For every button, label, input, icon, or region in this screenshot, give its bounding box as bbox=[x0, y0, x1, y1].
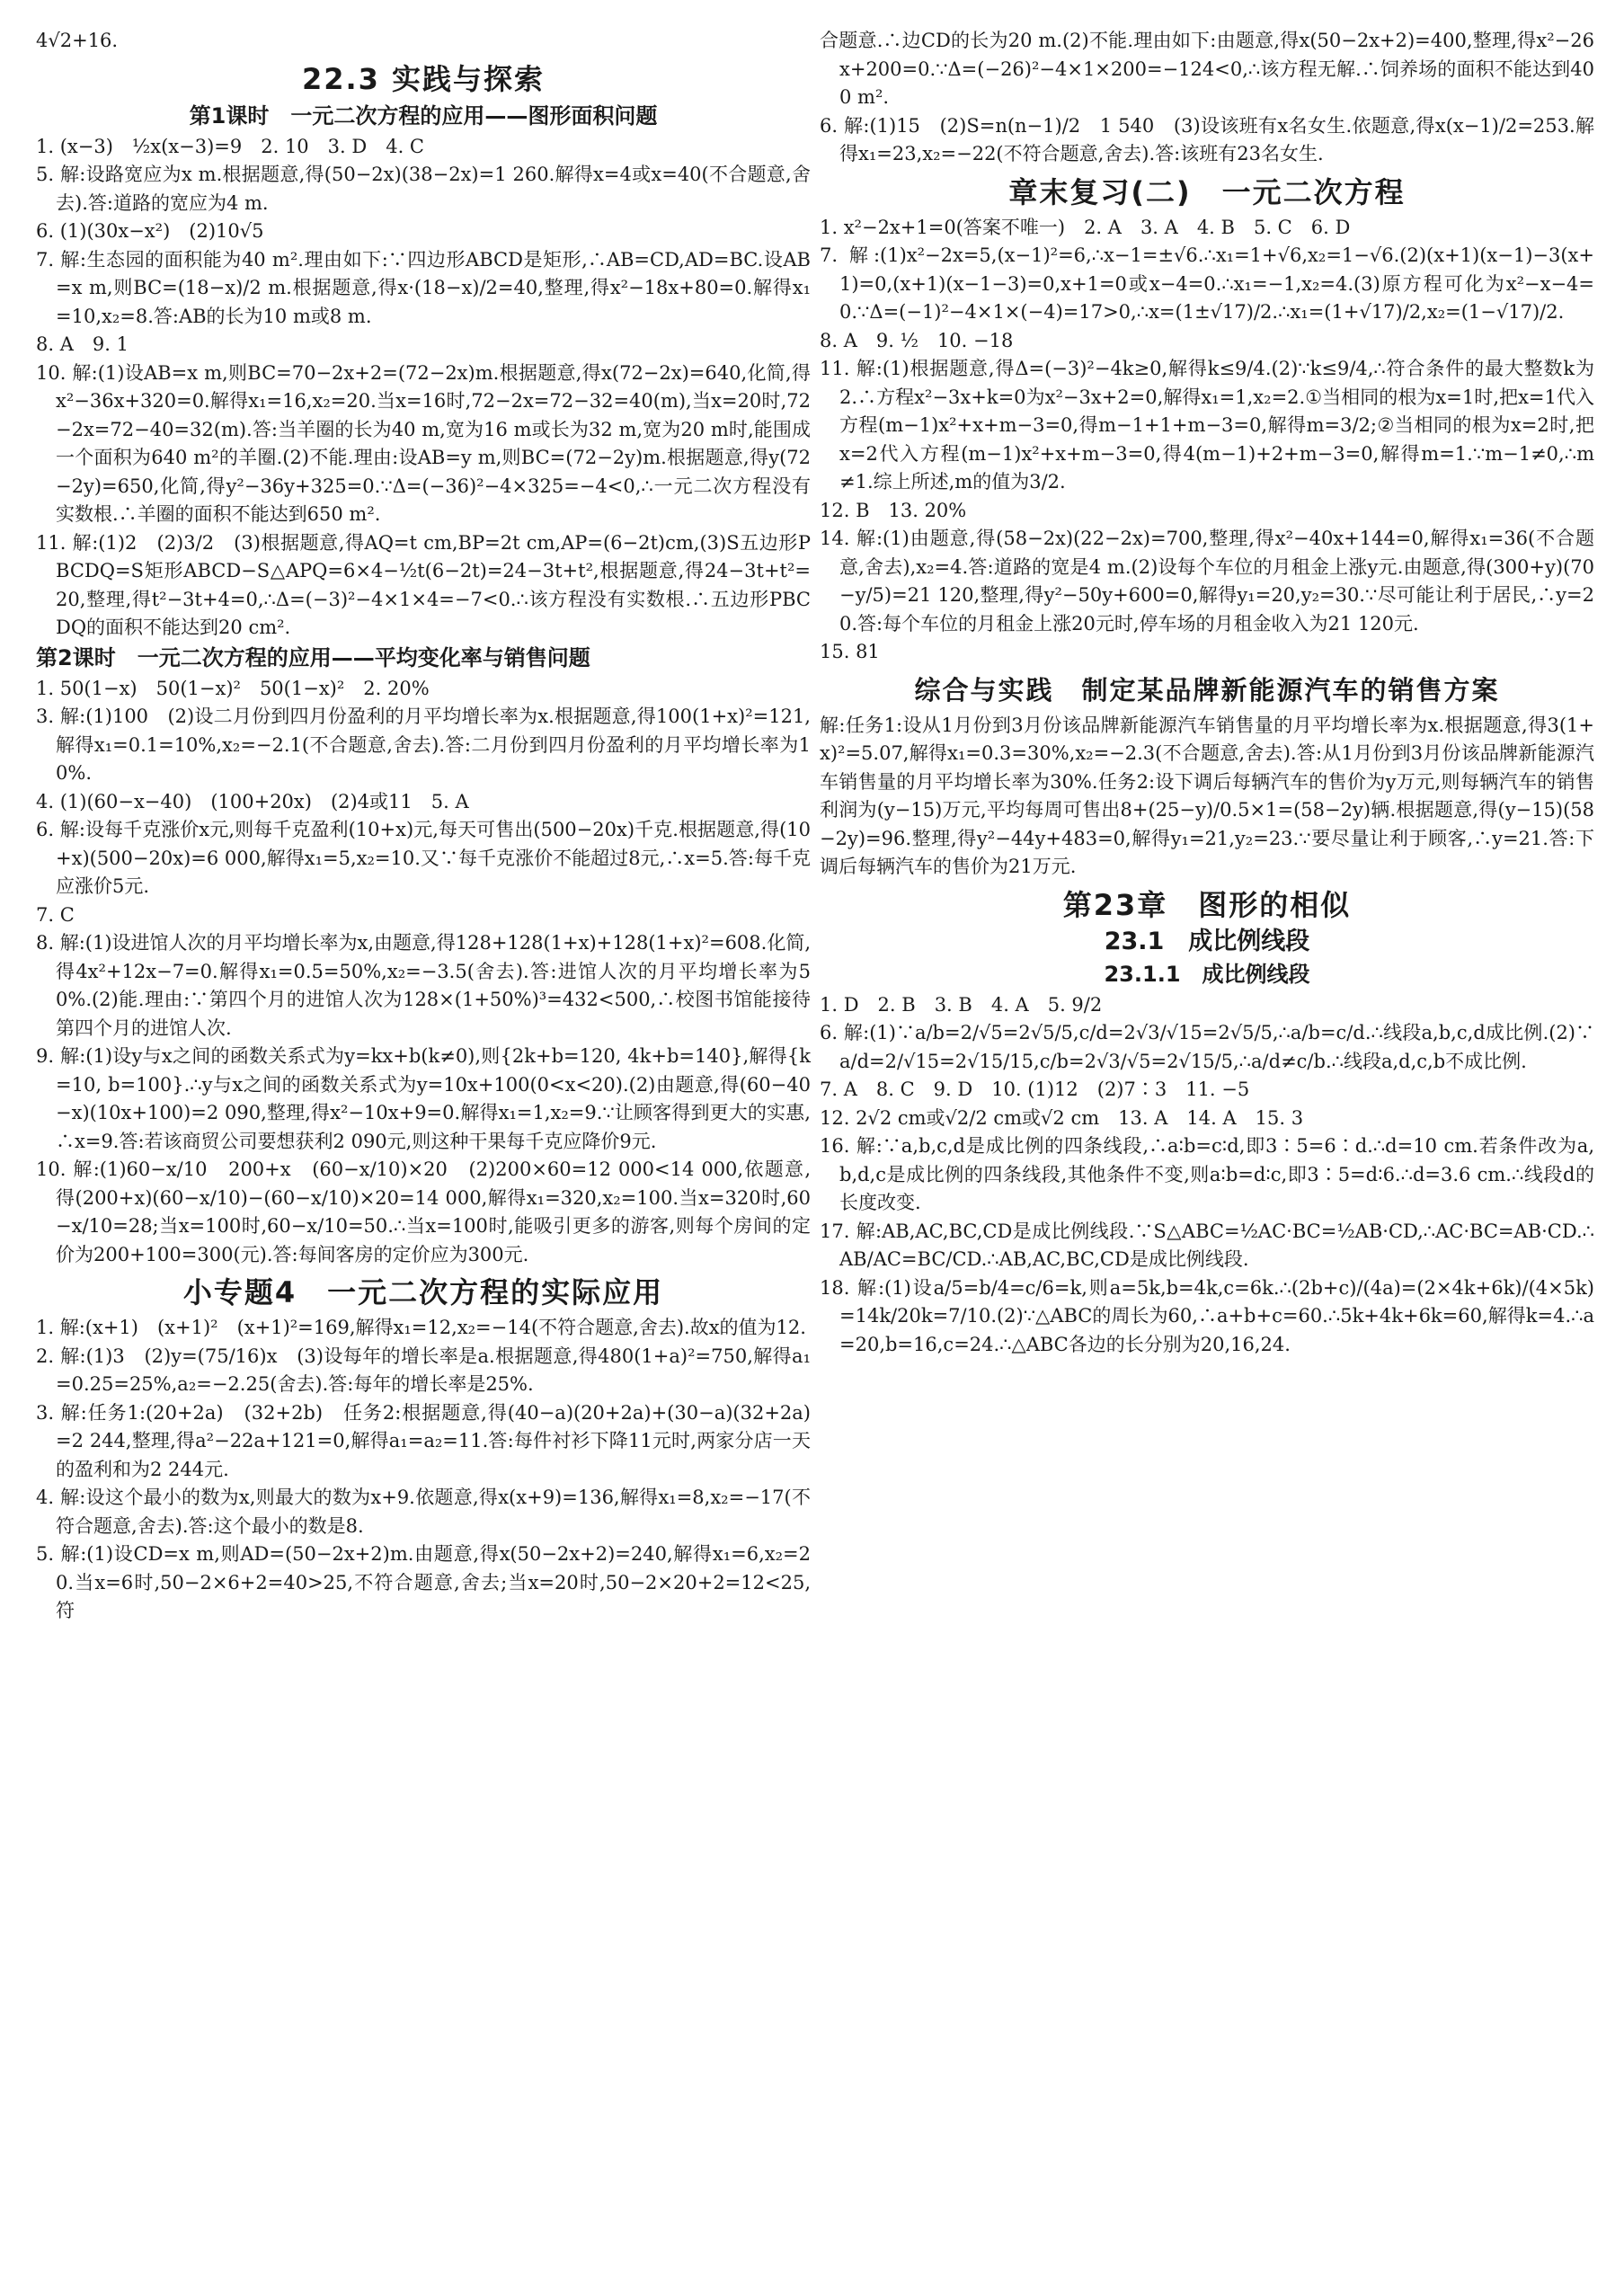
answer-line: 7. A 8. C 9. D 10. (1)12 (2)7∶3 11. −5 bbox=[820, 1078, 1250, 1100]
answer-line: 5. 解:设路宽应为x m.根据题意,得(50−2x)(38−2x)=1 260.解得x=4或x=40(不合题意,舍去).答:道路的宽应为4 m. bbox=[36, 164, 811, 214]
answer-line: 16. 解:∵a,b,c,d是成比例的四条线段,∴a∶b=c∶d,即3∶5=6∶d.∴d=10 cm.若条件改为a,b,d,c是成比例的四条线段,其他条件不变,则a∶b=d∶c,即3∶5=d∶6.∴d=3.6 cm.∴线段d的长度改变. bbox=[820, 1135, 1594, 1213]
section-title: 小专题4 一元二次方程的实际应用 bbox=[182, 1275, 664, 1309]
section-title: 23.1 成比例线段 bbox=[1104, 927, 1310, 955]
answer-line: 8. A 9. 1 bbox=[36, 333, 129, 355]
answer-line: 1. 50(1−x) 50(1−x)² 50(1−x)² 2. 20% bbox=[36, 677, 430, 699]
answer-line: 6. 解:(1)15 (2)S=n(n−1)/2 1 540 (3)设该班有x名女生.依题意,得x(x−1)/2=253.解得x₁=23,x₂=−22(不符合题意,舍去).答:该班有23名女生. bbox=[820, 114, 1594, 164]
answer-line: 8. A 9. ½ 10. −18 bbox=[820, 329, 1014, 351]
section-title: 22.3 实践与探索 bbox=[301, 61, 546, 96]
answer-line: 18. 解:(1)设a/5=b/4=c/6=k,则a=5k,b=4k,c=6k.∴(2b+c)/(4a)=(2×4k+6k)/(4×5k)=14k/20k=7/10.(2)∵△ABC的周长为60,∴a+b+c=60.∴5k+4k+6k=60,解得k=4.∴a=20,b=16,c=24.∴△ABC各边的长分别为20,16,24. bbox=[820, 1276, 1594, 1355]
answer-line: 11. 解:(1)2 (2)3/2 (3)根据题意,得AQ=t cm,BP=2t cm,AP=(6−2t)cm,(3)S五边形PBCDQ=S矩形ABCD−S△APQ=6×4−½t(6−2t)=24−3t+t²,根据题意,得24−3t+t²=20,整理,得t²−3t+4=0,∴Δ=(−3)²−4×1×4=−7<0.∴该方程没有实数根.∴五边形PBCDQ的面积不能达到20 cm². bbox=[36, 531, 811, 638]
answer-line: 15. 81 bbox=[820, 641, 880, 662]
lesson-title: 第1课时 一元二次方程的应用——图形面积问题 bbox=[189, 102, 658, 129]
answer-line: 10. 解:(1)60−x/10 200+x (60−x/10)×20 (2)200×60=12 000<14 000,依题意,得(200+x)(60−x/10)−(60−x/10)×20=14 000,解得x₁=320,x₂=100.当x=320时,60−x/10=28;当x=100时,60−x/10=50.∴当x=100时,能吸引更多的游客,则每个房间的定价为200+100=300(元).答:每间客房的定价应为300元. bbox=[36, 1158, 811, 1265]
answer-line: 合题意.∴边CD的长为20 m.(2)不能.理由如下:由题意,得x(50−2x+2)=400,整理,得x²−26x+200=0.∵Δ=(−26)²−4×1×200=−124<0,∴该方程无解.∴饲养场的面积不能达到400 m². bbox=[820, 30, 1594, 108]
answer-line: 6. 解:设每千克涨价x元,则每千克盈利(10+x)元,每天可售出(500−20x)千克.根据题意,得(10+x)(500−20x)=6 000,解得x₁=5,x₂=10.又∵每千克涨价不能超过8元,∴x=5.答:每千克应涨价5元. bbox=[36, 819, 811, 897]
answer-line: 17. 解:AB,AC,BC,CD是成比例线段.∵S△ABC=½AC·BC=½AB·CD,∴AC·BC=AB·CD.∴AB/AC=BC/CD.∴AB,AC,BC,CD是成比例线段. bbox=[820, 1220, 1594, 1270]
answer-line: 12. 2√2 cm或√2/2 cm或√2 cm 13. A 14. A 15. 3 bbox=[820, 1106, 1304, 1129]
section-title: 章末复习(二) 一元二次方程 bbox=[1008, 174, 1406, 209]
answer-line: 6. 解:(1)∵a/b=2/√5=2√5/5,c/d=2√3/√15=2√5/5,∴a/b=c/d.∴线段a,b,c,d成比例.(2)∵a/d=2/√15=2√15/15,c/b=2√3/√5=2√15/5,∴a/d≠c/b.∴线段a,d,c,b不成比例. bbox=[820, 1022, 1594, 1072]
answer-line: 7. 解:(1)x²−2x=5,(x−1)²=6,∴x−1=±√6.∴x₁=1+√6,x₂=1−√6.(2)(x+1)(x−1)−3(x+1)=0,(x+1)(x−1−3)=0,x+1=0或x−4=0.∴x₁=−1,x₂=4.(3)原方程可化为x²−x−4=0.∵Δ=(−1)²−4×1×(−4)=17>0,∴x=(1±√17)/2.∴x₁=(1+√17)/2,x₂=(1−√17)/2. bbox=[820, 244, 1594, 323]
answer-line: 7. C bbox=[36, 903, 75, 926]
answer-line: 12. B 13. 20% bbox=[820, 499, 967, 521]
answer-line: 8. 解:(1)设进馆人次的月平均增长率为x,由题意,得128+128(1+x)+128(1+x)²=608.化简,得4x²+12x−7=0.解得x₁=0.5=50%,x₂=−3.5(舍去).答:进馆人次的月平均增长率为50%.(2)能.理由:∵第四个月的进馆人次为128×(1+50%)³=432<500,∴校图书馆能接待第四个月的进馆人次. bbox=[36, 932, 811, 1039]
answer-line: 10. 解:(1)设AB=x m,则BC=70−2x+2=(72−2x)m.根据题意,得x(72−2x)=640,化简,得x²−36x+320=0.解得x₁=16,x₂=20.当x=16时,72−2x=72−32=40(m),当x=20时,72−2x=72−40=32(m).答:当羊圈的长为40 m,宽为16 m或长为32 m,宽为20 m时,能围成一个面积为640 m²的羊圈.(2)不能.理由:设AB=y m,则BC=(72−2y)m.根据题意,得y(72−2y)=650,化简,得y²−36y+325=0.∵Δ=(−36)²−4×325=−4<0,∴一元二次方程没有实数根.∴羊圈的面积不能达到650 m². bbox=[36, 361, 811, 525]
section-title: 综合与实践 制定某品牌新能源汽车的销售方案 bbox=[914, 674, 1500, 706]
answer-line: 1. D 2. B 3. B 4. A 5. 9/2 bbox=[820, 993, 1103, 1016]
answer-line: 1. 解:(x+1) (x+1)² (x+1)²=169,解得x₁=12,x₂=−14(不符合题意,舍去).故x的值为12. bbox=[36, 1317, 806, 1338]
answer-line: 6. (1)(30x−x²) (2)10√5 bbox=[36, 220, 264, 242]
answer-line: 1. (x−3) ½x(x−3)=9 2. 10 3. D 4. C bbox=[36, 135, 424, 157]
answer-paragraph: 解:任务1:设从1月份到3月份该品牌新能源汽车销售量的月平均增长率为x.根据题意,得3(1+x)²=5.07,解得x₁=0.3=30%,x₂=−2.3(不合题意,舍去).答:从1月份到3月份该品牌新能源汽车销售量的月平均增长率为30%.任务2:设下调后每辆汽车的售价为y万元,则每辆汽车的销售利润为(y−15)万元,平均每周可售出8+(25−y)/0.5×1=(58−2y)辆.根据题意,得(y−15)(58−2y)=96.整理,得y²−44y+483=0,解得y₁=21,y₂=23.∵要尽量让利于顾客,∴y=21.答:下调后每辆汽车的售价为21万元. bbox=[820, 714, 1594, 877]
answer-line: 2. 解:(1)3 (2)y=(75/16)x (3)设每年的增长率是a.根据题意,得480(1+a)²=750,解得a₁=0.25=25%,a₂=−2.25(舍去).答:每年的增长率是25%. bbox=[36, 1345, 811, 1395]
answer-line: 5. 解:(1)设CD=x m,则AD=(50−2x+2)m.由题意,得x(50−2x+2)=240,解得x₁=6,x₂=20.当x=6时,50−2×6+2=40>25,不符合题意,舍去;当x=20时,50−2×20+2=12<25,符 bbox=[36, 1543, 811, 1621]
lesson-title: 23.1.1 成比例线段 bbox=[1104, 961, 1310, 987]
lesson-title: 第2课时 一元二次方程的应用——平均变化率与销售问题 bbox=[36, 644, 590, 670]
answer-line: 1. x²−2x+1=0(答案不唯一) 2. A 3. A 4. B 5. C 6. D bbox=[820, 216, 1351, 238]
answer-line: 11. 解:(1)根据题意,得Δ=(−3)²−4k≥0,解得k≤9/4.(2)∵k≤9/4,∴符合条件的最大整数k为2.∴方程x²−3x+k=0为x²−3x+2=0,解得x₁=1,x₂=2.①当相同的根为x=1时,把x=1代入方程(m−1)x²+x+m−3=0,得m−1+1+m−3=0,解得m=3/2;②当相同的根为x=2时,把x=2代入方程(m−1)x²+x+m−3=0,得4(m−1)+2+m−3=0,解得m=1.∵m−1≠0,∴m≠1.综上所述,m的值为3/2. bbox=[820, 358, 1594, 493]
answer-line: 4. 解:设这个最小的数为x,则最大的数为x+9.依题意,得x(x+9)=136,解得x₁=8,x₂=−17(不符合题意,舍去).答:这个最小的数是8. bbox=[36, 1487, 811, 1537]
answer-line: 3. 解:(1)100 (2)设二月份到四月份盈利的月平均增长率为x.根据题意,得100(1+x)²=121,解得x₁=0.1=10%,x₂=−2.1(不合题意,舍去).答:二月份到四月份盈利的月平均增长率为10%. bbox=[36, 706, 811, 784]
answer-line: 7. 解:生态园的面积能为40 m².理由如下:∵四边形ABCD是矩形,∴AB=CD,AD=BC.设AB=x m,则BC=(18−x)/2 m.根据题意,得x·(18−x)/2=40,整理,得x²−18x+80=0.解得x₁=10,x₂=8.答:AB的长为10 m或8 m. bbox=[36, 248, 811, 327]
intro-line: 4√2+16. bbox=[36, 30, 119, 51]
answer-line: 9. 解:(1)设y与x之间的函数关系式为y=kx+b(k≠0),则{2k+b=120, 4k+b=140},解得{k=10, b=100}.∴y与x之间的函数关系式为y=10x+100(0<x<20).(2)由题意,得(60−40−x)(10x+100)=2 090,整理,得x²−10x+9=0.解得x₁=1,x₂=9.∵让顾客得到更大的实惠,∴x=9.答:若该商贸公司要想获利2 090元,则这种干果每千克应降价9元. bbox=[36, 1045, 811, 1152]
answer-line: 4. (1)(60−x−40) (100+20x) (2)4或11 5. A bbox=[36, 790, 469, 812]
right-column bbox=[820, 27, 1594, 1359]
chapter-title: 第23章 图形的相似 bbox=[1062, 887, 1352, 922]
answer-line: 3. 解:任务1:(20+2a) (32+2b) 任务2:根据题意,得(40−a)(20+2a)+(30−a)(32+2a)=2 244,整理,得a²−22a+121=0,解得a₁=a₂=11.答:每件衬衫下降11元时,两家分店一天的盈利和为2 244元. bbox=[36, 1401, 811, 1480]
left-column bbox=[36, 27, 811, 1626]
answer-line: 14. 解:(1)由题意,得(58−2x)(22−2x)=700,整理,得x²−40x+144=0,解得x₁=36(不合题意,舍去),x₂=4.答:道路的宽是4 m.(2)设每个车位的月租金上涨y元.由题意,得(300+y)(70−y/5)=21 120,整理,得y²−50y+600=0,解得y₁=20,y₂=30.∵尽可能让利于居民,∴y=20.答:每个车位的月租金上涨20元时,停车场的月租金收入为21 120元. bbox=[820, 528, 1594, 635]
